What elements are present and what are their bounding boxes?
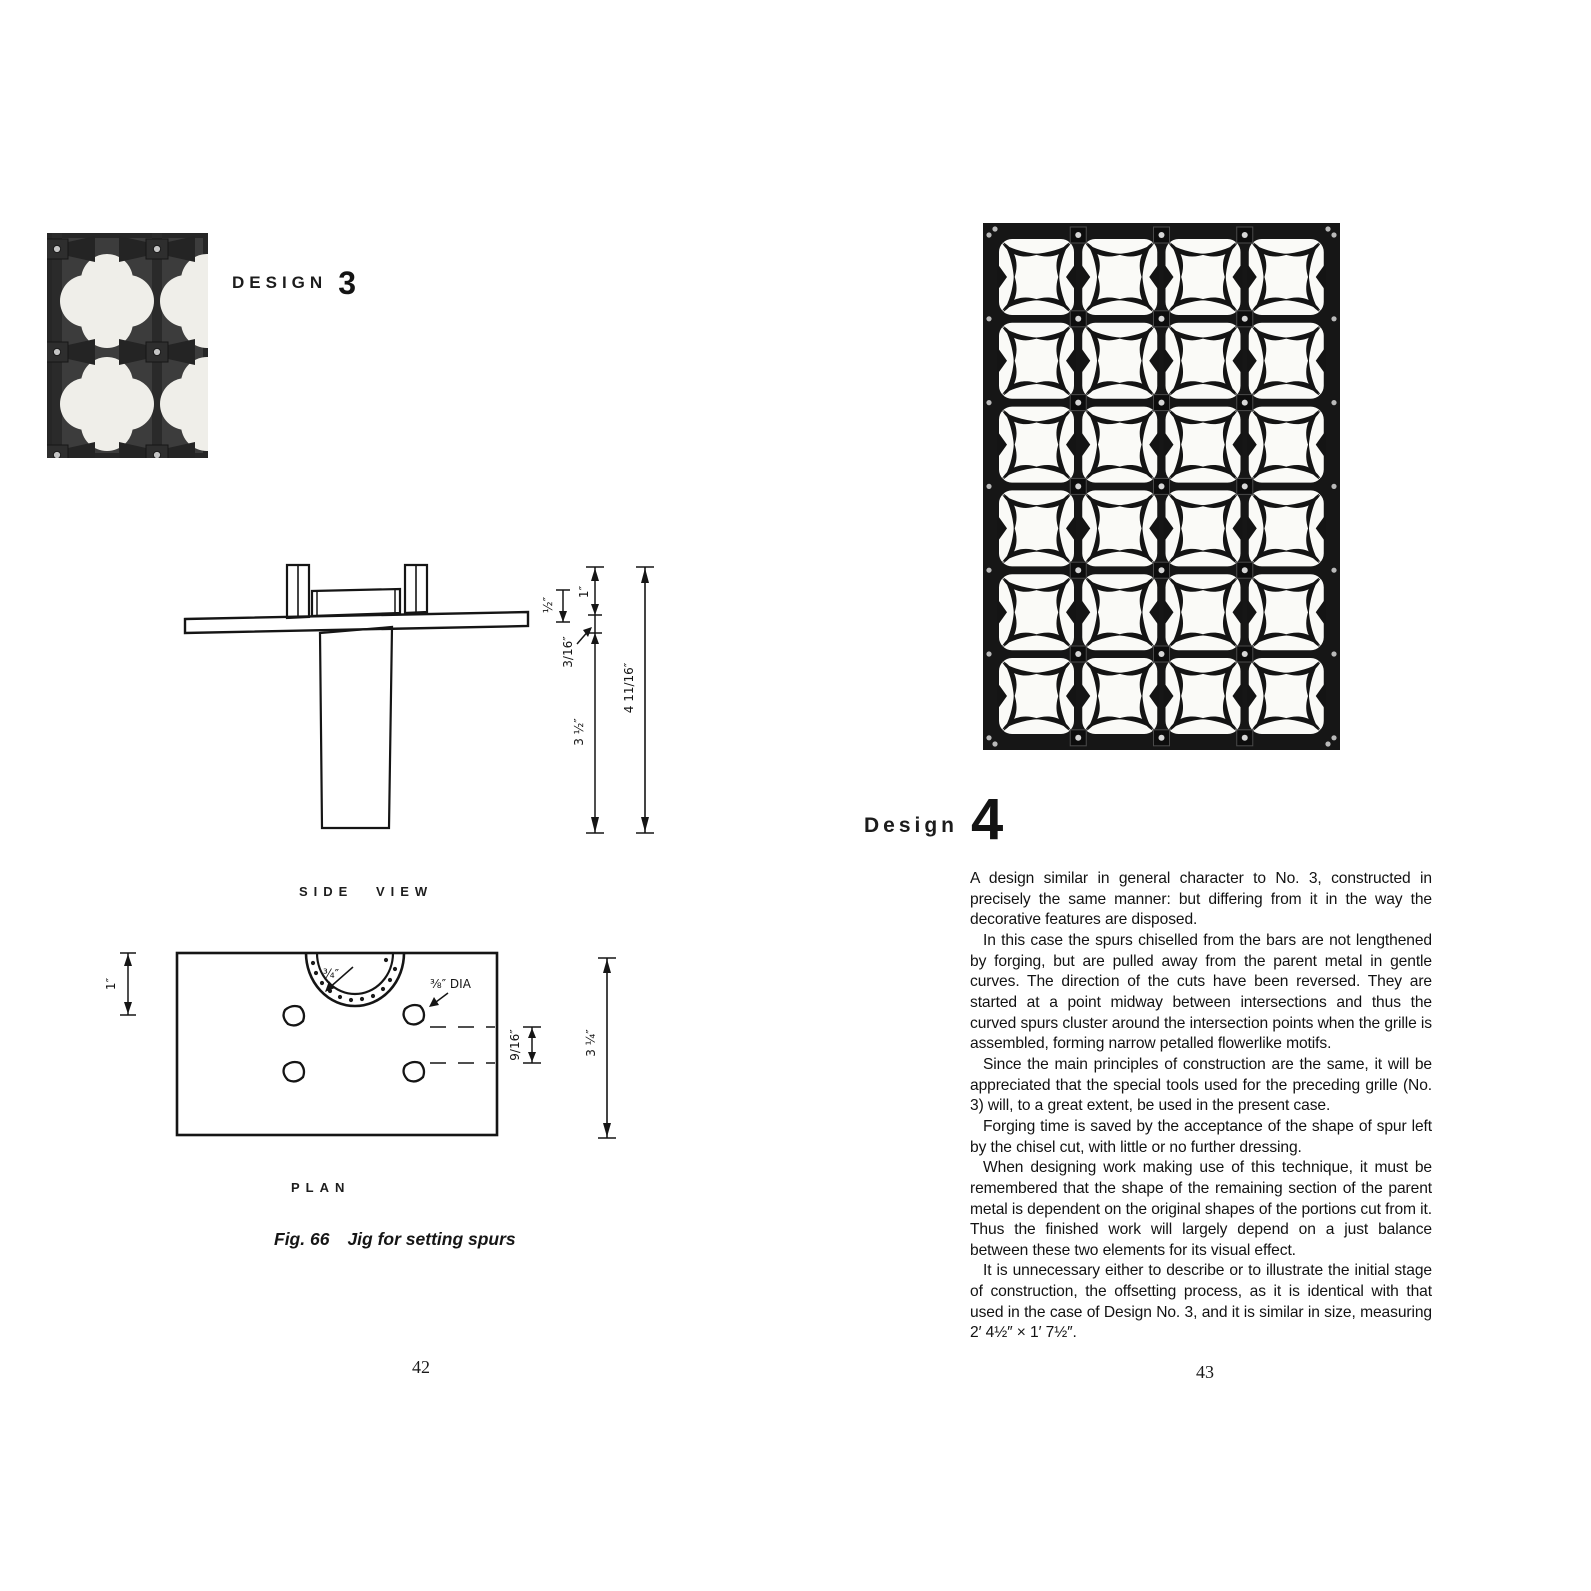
dim-plan-overall — [598, 958, 616, 1138]
design4-heading-number: 4 — [971, 787, 1004, 852]
plan-spur-holes — [284, 1005, 424, 1081]
jig-centre-block — [312, 589, 400, 616]
paragraph: Forging time is saved by the acceptance of the shape of spur left by the chisel cut, with little or no further dressing. — [970, 1117, 1432, 1156]
dim-one-inch-plan — [120, 953, 136, 1015]
dim-label-nine-sixteenths: 9/16″ — [508, 1029, 522, 1061]
dim-label-half-inch: ½″ — [541, 596, 555, 614]
figure-caption-text: Jig for setting spurs — [347, 1229, 516, 1249]
dim-overall-line — [636, 567, 654, 833]
hole-dia-leader — [429, 993, 448, 1007]
side-view-caption: SIDE VIEW — [299, 884, 434, 899]
design4-body-text — [970, 869, 1432, 1344]
paragraph: It is unnecessary either to describe or to illustrate the initial stage of construction, the offsetting process, as it is identical with that used in the case of Design No. 3, and it is similar in size, measuring 2′ 4½″ × 1′ 7½″. — [970, 1262, 1432, 1342]
dim-label-three-and-half: 3 ½″ — [572, 718, 586, 746]
design3-heading-number: 3 — [338, 265, 356, 301]
dim-label-overall-height: 4 11/16″ — [622, 662, 636, 714]
paragraph: Since the main principles of construction are the same, it will be appreciated that the special tools used for the preceding grille (No. 3) will, to a great extent, be used in the present case. — [970, 1055, 1432, 1115]
dim-label-three-sixteenths: 3/16″ — [561, 636, 575, 668]
dim-label-one-inch: 1″ — [577, 585, 591, 599]
design4-heading-label: Design — [864, 814, 959, 837]
dim-label-recess-radius: ¾″ — [322, 967, 340, 981]
design3-grille-photo — [47, 233, 208, 458]
dim-label-plan-overall: 3 ¼″ — [584, 1029, 598, 1057]
design3-heading — [232, 265, 356, 301]
dim-label-one-inch-plan: 1″ — [104, 977, 118, 991]
design4-heading — [864, 787, 1004, 852]
page-number-right: 43 — [1196, 1362, 1214, 1382]
paragraph: In this case the spurs chiselled from the bars are not lengthened by forging, but are pulled away from the parent metal in gentle curves. The direction of the cuts have been reversed. They are started at a point midway between intersections and thus the curved spurs cluster around the intersection points when the grille is assembled, forming narrow petalled flowerlike motifs. — [970, 931, 1432, 1053]
dim-label-hole-dia: ⅜″ DIA — [430, 977, 471, 991]
plan-knurled-recess — [306, 953, 404, 1006]
paragraph: When designing work making use of this technique, it must be remembered that the shape of the remaining section of the parent metal is dependent on the original shapes of the portions cut from it. Thus the finished work will largely depend on a just balance between these two elements for its visual effect. — [970, 1159, 1432, 1259]
plan-caption: PLAN — [291, 1180, 351, 1195]
plan-centrelines — [430, 1027, 495, 1063]
dim-half-inch — [556, 590, 570, 622]
paragraph: A design similar in general character to No. 3, constructed in precisely the same manner: but differing from it in the way the decorative features are disposed. — [970, 870, 1432, 929]
page-number-left: 42 — [412, 1357, 430, 1377]
design3-heading-label: DESIGN — [232, 273, 328, 292]
figure-caption-label: Fig. 66 — [274, 1229, 330, 1249]
design4-grille-photo — [983, 223, 1340, 750]
figure-caption — [274, 1229, 516, 1250]
jig-shaft — [320, 627, 392, 828]
dim-nine-sixteenths — [523, 1027, 541, 1063]
plan-drawing — [100, 935, 660, 1150]
dim-stack-line — [577, 567, 604, 833]
side-view-drawing — [100, 545, 680, 855]
